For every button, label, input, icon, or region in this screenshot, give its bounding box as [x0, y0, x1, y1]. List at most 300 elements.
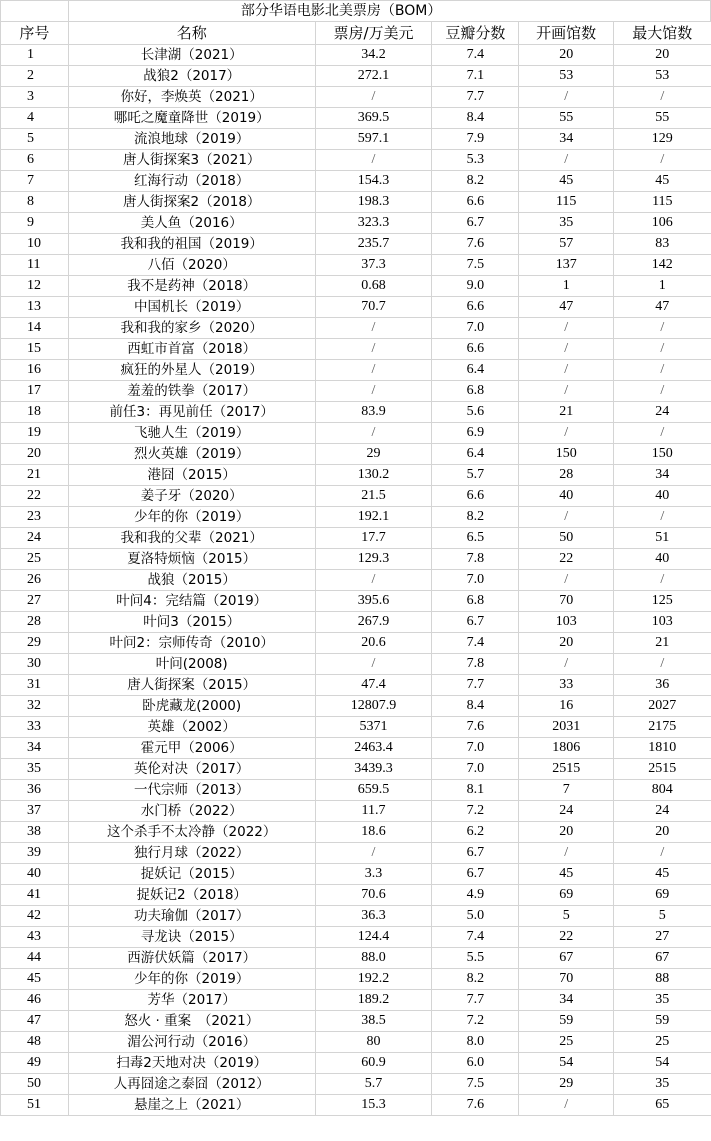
opening-theaters-cell[interactable]: 67 — [519, 948, 614, 969]
opening-theaters-cell[interactable]: / — [519, 360, 614, 381]
table-title[interactable]: 部分华语电影北美票房（BOM） — [68, 1, 710, 22]
row-index-cell[interactable]: 27 — [1, 591, 69, 612]
max-theaters-cell[interactable]: 27 — [614, 927, 711, 948]
movie-name-cell[interactable]: 战狼2（2017） — [68, 66, 315, 87]
movie-name-cell[interactable]: 我和我的祖国（2019） — [68, 234, 315, 255]
box-office-cell[interactable]: 18.6 — [315, 822, 432, 843]
max-theaters-cell[interactable]: / — [614, 339, 711, 360]
douban-score-cell[interactable]: 7.1 — [432, 66, 519, 87]
row-index-cell[interactable]: 26 — [1, 570, 69, 591]
row-index-cell[interactable]: 6 — [1, 150, 69, 171]
row-index-cell[interactable]: 15 — [1, 339, 69, 360]
row-index-cell[interactable]: 36 — [1, 780, 69, 801]
row-index-cell[interactable]: 25 — [1, 549, 69, 570]
box-office-cell[interactable]: 12807.9 — [315, 696, 432, 717]
row-index-cell[interactable]: 21 — [1, 465, 69, 486]
max-theaters-cell[interactable]: 69 — [614, 885, 711, 906]
row-index-cell[interactable]: 23 — [1, 507, 69, 528]
douban-score-cell[interactable]: 7.0 — [432, 570, 519, 591]
opening-theaters-cell[interactable]: 16 — [519, 696, 614, 717]
movie-name-cell[interactable]: 芳华（2017） — [68, 990, 315, 1011]
header-opening-theaters[interactable]: 开画馆数 — [519, 22, 614, 45]
opening-theaters-cell[interactable]: / — [519, 507, 614, 528]
max-theaters-cell[interactable]: 106 — [614, 213, 711, 234]
box-office-cell[interactable]: 70.6 — [315, 885, 432, 906]
movie-name-cell[interactable]: 这个杀手不太冷静（2022） — [68, 822, 315, 843]
max-theaters-cell[interactable]: / — [614, 423, 711, 444]
opening-theaters-cell[interactable]: 1 — [519, 276, 614, 297]
row-index-cell[interactable]: 10 — [1, 234, 69, 255]
max-theaters-cell[interactable]: 1 — [614, 276, 711, 297]
douban-score-cell[interactable]: 7.5 — [432, 1074, 519, 1095]
opening-theaters-cell[interactable]: / — [519, 339, 614, 360]
movie-name-cell[interactable]: 美人鱼（2016） — [68, 213, 315, 234]
max-theaters-cell[interactable]: 35 — [614, 1074, 711, 1095]
douban-score-cell[interactable]: 6.6 — [432, 486, 519, 507]
max-theaters-cell[interactable]: 125 — [614, 591, 711, 612]
douban-score-cell[interactable]: 8.1 — [432, 780, 519, 801]
max-theaters-cell[interactable]: 88 — [614, 969, 711, 990]
douban-score-cell[interactable]: 8.2 — [432, 969, 519, 990]
header-max-theaters[interactable]: 最大馆数 — [614, 22, 711, 45]
opening-theaters-cell[interactable]: 21 — [519, 402, 614, 423]
movie-name-cell[interactable]: 战狼（2015） — [68, 570, 315, 591]
opening-theaters-cell[interactable]: 54 — [519, 1053, 614, 1074]
opening-theaters-cell[interactable]: 55 — [519, 108, 614, 129]
douban-score-cell[interactable]: 5.6 — [432, 402, 519, 423]
row-index-cell[interactable]: 39 — [1, 843, 69, 864]
douban-score-cell[interactable]: 5.0 — [432, 906, 519, 927]
max-theaters-cell[interactable]: 1810 — [614, 738, 711, 759]
box-office-cell[interactable]: 34.2 — [315, 45, 432, 66]
max-theaters-cell[interactable]: 2027 — [614, 696, 711, 717]
max-theaters-cell[interactable]: 51 — [614, 528, 711, 549]
row-index-cell[interactable]: 22 — [1, 486, 69, 507]
douban-score-cell[interactable]: 7.5 — [432, 255, 519, 276]
box-office-cell[interactable]: / — [315, 150, 432, 171]
opening-theaters-cell[interactable]: / — [519, 654, 614, 675]
douban-score-cell[interactable]: 5.3 — [432, 150, 519, 171]
douban-score-cell[interactable]: 6.7 — [432, 612, 519, 633]
row-index-cell[interactable]: 29 — [1, 633, 69, 654]
max-theaters-cell[interactable]: 129 — [614, 129, 711, 150]
douban-score-cell[interactable]: 9.0 — [432, 276, 519, 297]
opening-theaters-cell[interactable]: / — [519, 843, 614, 864]
max-theaters-cell[interactable]: / — [614, 318, 711, 339]
row-index-cell[interactable]: 47 — [1, 1011, 69, 1032]
movie-name-cell[interactable]: 卧虎藏龙(2000) — [68, 696, 315, 717]
box-office-cell[interactable]: 154.3 — [315, 171, 432, 192]
max-theaters-cell[interactable]: 142 — [614, 255, 711, 276]
movie-name-cell[interactable]: 霍元甲（2006） — [68, 738, 315, 759]
movie-name-cell[interactable]: 湄公河行动（2016） — [68, 1032, 315, 1053]
opening-theaters-cell[interactable]: 45 — [519, 864, 614, 885]
header-index[interactable]: 序号 — [1, 22, 69, 45]
row-index-cell[interactable]: 40 — [1, 864, 69, 885]
opening-theaters-cell[interactable]: 1806 — [519, 738, 614, 759]
movie-name-cell[interactable]: 你好，李焕英（2021） — [68, 87, 315, 108]
box-office-cell[interactable]: 267.9 — [315, 612, 432, 633]
box-office-cell[interactable]: 80 — [315, 1032, 432, 1053]
row-index-cell[interactable]: 38 — [1, 822, 69, 843]
douban-score-cell[interactable]: 7.2 — [432, 801, 519, 822]
box-office-cell[interactable]: 36.3 — [315, 906, 432, 927]
box-office-cell[interactable]: 323.3 — [315, 213, 432, 234]
box-office-cell[interactable]: 192.1 — [315, 507, 432, 528]
douban-score-cell[interactable]: 7.0 — [432, 738, 519, 759]
box-office-cell[interactable]: 38.5 — [315, 1011, 432, 1032]
box-office-cell[interactable]: / — [315, 360, 432, 381]
douban-score-cell[interactable]: 5.5 — [432, 948, 519, 969]
row-index-cell[interactable]: 16 — [1, 360, 69, 381]
movie-name-cell[interactable]: 我和我的家乡（2020） — [68, 318, 315, 339]
box-office-cell[interactable]: 272.1 — [315, 66, 432, 87]
max-theaters-cell[interactable]: 24 — [614, 402, 711, 423]
movie-name-cell[interactable]: 西虹市首富（2018） — [68, 339, 315, 360]
opening-theaters-cell[interactable]: 50 — [519, 528, 614, 549]
movie-name-cell[interactable]: 扫毒2天地对决（2019） — [68, 1053, 315, 1074]
row-index-cell[interactable]: 4 — [1, 108, 69, 129]
max-theaters-cell[interactable]: 59 — [614, 1011, 711, 1032]
opening-theaters-cell[interactable]: 57 — [519, 234, 614, 255]
movie-name-cell[interactable]: 英雄（2002） — [68, 717, 315, 738]
douban-score-cell[interactable]: 8.4 — [432, 696, 519, 717]
row-index-cell[interactable]: 5 — [1, 129, 69, 150]
opening-theaters-cell[interactable]: 35 — [519, 213, 614, 234]
max-theaters-cell[interactable]: 115 — [614, 192, 711, 213]
movie-name-cell[interactable]: 西游伏妖篇（2017） — [68, 948, 315, 969]
douban-score-cell[interactable]: 8.2 — [432, 507, 519, 528]
max-theaters-cell[interactable]: / — [614, 381, 711, 402]
opening-theaters-cell[interactable]: 103 — [519, 612, 614, 633]
max-theaters-cell[interactable]: 36 — [614, 675, 711, 696]
box-office-cell[interactable]: 5.7 — [315, 1074, 432, 1095]
box-office-cell[interactable]: 88.0 — [315, 948, 432, 969]
movie-name-cell[interactable]: 独行月球（2022） — [68, 843, 315, 864]
movie-name-cell[interactable]: 叶问2：宗师传奇（2010） — [68, 633, 315, 654]
opening-theaters-cell[interactable]: 33 — [519, 675, 614, 696]
row-index-cell[interactable]: 37 — [1, 801, 69, 822]
box-office-cell[interactable]: 3439.3 — [315, 759, 432, 780]
douban-score-cell[interactable]: 6.4 — [432, 360, 519, 381]
max-theaters-cell[interactable]: 53 — [614, 66, 711, 87]
opening-theaters-cell[interactable]: / — [519, 423, 614, 444]
douban-score-cell[interactable]: 6.9 — [432, 423, 519, 444]
row-index-cell[interactable]: 7 — [1, 171, 69, 192]
douban-score-cell[interactable]: 7.2 — [432, 1011, 519, 1032]
opening-theaters-cell[interactable]: 2031 — [519, 717, 614, 738]
box-office-cell[interactable]: 29 — [315, 444, 432, 465]
box-office-cell[interactable]: 597.1 — [315, 129, 432, 150]
box-office-cell[interactable]: / — [315, 654, 432, 675]
max-theaters-cell[interactable]: 35 — [614, 990, 711, 1011]
opening-theaters-cell[interactable]: 34 — [519, 990, 614, 1011]
box-office-cell[interactable]: 37.3 — [315, 255, 432, 276]
max-theaters-cell[interactable]: / — [614, 150, 711, 171]
max-theaters-cell[interactable]: 67 — [614, 948, 711, 969]
box-office-cell[interactable]: 47.4 — [315, 675, 432, 696]
douban-score-cell[interactable]: 6.7 — [432, 864, 519, 885]
box-office-cell[interactable]: 395.6 — [315, 591, 432, 612]
row-index-cell[interactable]: 48 — [1, 1032, 69, 1053]
opening-theaters-cell[interactable]: 34 — [519, 129, 614, 150]
movie-name-cell[interactable]: 叶问(2008) — [68, 654, 315, 675]
movie-name-cell[interactable]: 烈火英雄（2019） — [68, 444, 315, 465]
opening-theaters-cell[interactable]: 22 — [519, 927, 614, 948]
row-index-cell[interactable]: 18 — [1, 402, 69, 423]
douban-score-cell[interactable]: 6.0 — [432, 1053, 519, 1074]
douban-score-cell[interactable]: 6.6 — [432, 297, 519, 318]
opening-theaters-cell[interactable]: 25 — [519, 1032, 614, 1053]
movie-name-cell[interactable]: 水门桥（2022） — [68, 801, 315, 822]
opening-theaters-cell[interactable]: 137 — [519, 255, 614, 276]
douban-score-cell[interactable]: 7.9 — [432, 129, 519, 150]
max-theaters-cell[interactable]: / — [614, 843, 711, 864]
opening-theaters-cell[interactable]: 5 — [519, 906, 614, 927]
douban-score-cell[interactable]: 6.8 — [432, 591, 519, 612]
max-theaters-cell[interactable]: 2175 — [614, 717, 711, 738]
box-office-cell[interactable]: / — [315, 423, 432, 444]
douban-score-cell[interactable]: 7.4 — [432, 927, 519, 948]
movie-name-cell[interactable]: 怒火 · 重案 （2021） — [68, 1011, 315, 1032]
douban-score-cell[interactable]: 5.7 — [432, 465, 519, 486]
movie-name-cell[interactable]: 悬崖之上（2021） — [68, 1095, 315, 1116]
box-office-cell[interactable]: 235.7 — [315, 234, 432, 255]
movie-name-cell[interactable]: 疯狂的外星人（2019） — [68, 360, 315, 381]
max-theaters-cell[interactable]: / — [614, 507, 711, 528]
movie-name-cell[interactable]: 唐人街探案（2015） — [68, 675, 315, 696]
movie-name-cell[interactable]: 八佰（2020） — [68, 255, 315, 276]
empty-cell[interactable] — [1, 1, 69, 22]
opening-theaters-cell[interactable]: 24 — [519, 801, 614, 822]
movie-name-cell[interactable]: 我和我的父辈（2021） — [68, 528, 315, 549]
opening-theaters-cell[interactable]: 20 — [519, 633, 614, 654]
opening-theaters-cell[interactable]: 150 — [519, 444, 614, 465]
movie-name-cell[interactable]: 捉妖记（2015） — [68, 864, 315, 885]
row-index-cell[interactable]: 20 — [1, 444, 69, 465]
opening-theaters-cell[interactable]: 2515 — [519, 759, 614, 780]
movie-name-cell[interactable]: 前任3：再见前任（2017） — [68, 402, 315, 423]
max-theaters-cell[interactable]: 34 — [614, 465, 711, 486]
max-theaters-cell[interactable]: 103 — [614, 612, 711, 633]
movie-name-cell[interactable]: 红海行动（2018） — [68, 171, 315, 192]
header-name[interactable]: 名称 — [68, 22, 315, 45]
douban-score-cell[interactable]: 7.6 — [432, 234, 519, 255]
max-theaters-cell[interactable]: 47 — [614, 297, 711, 318]
opening-theaters-cell[interactable]: 53 — [519, 66, 614, 87]
movie-name-cell[interactable]: 飞驰人生（2019） — [68, 423, 315, 444]
opening-theaters-cell[interactable]: 7 — [519, 780, 614, 801]
douban-score-cell[interactable]: 6.7 — [432, 213, 519, 234]
movie-name-cell[interactable]: 哪吒之魔童降世（2019） — [68, 108, 315, 129]
box-office-cell[interactable]: 17.7 — [315, 528, 432, 549]
row-index-cell[interactable]: 50 — [1, 1074, 69, 1095]
douban-score-cell[interactable]: 7.6 — [432, 1095, 519, 1116]
row-index-cell[interactable]: 30 — [1, 654, 69, 675]
movie-name-cell[interactable]: 叶问4：完结篇（2019） — [68, 591, 315, 612]
box-office-cell[interactable]: / — [315, 570, 432, 591]
max-theaters-cell[interactable]: 40 — [614, 549, 711, 570]
opening-theaters-cell[interactable]: / — [519, 150, 614, 171]
row-index-cell[interactable]: 17 — [1, 381, 69, 402]
movie-name-cell[interactable]: 少年的你（2019） — [68, 969, 315, 990]
max-theaters-cell[interactable]: 65 — [614, 1095, 711, 1116]
opening-theaters-cell[interactable]: / — [519, 87, 614, 108]
box-office-cell[interactable]: 2463.4 — [315, 738, 432, 759]
box-office-cell[interactable]: 83.9 — [315, 402, 432, 423]
douban-score-cell[interactable]: 6.6 — [432, 192, 519, 213]
box-office-cell[interactable]: 20.6 — [315, 633, 432, 654]
douban-score-cell[interactable]: 4.9 — [432, 885, 519, 906]
movie-name-cell[interactable]: 唐人街探案3（2021） — [68, 150, 315, 171]
max-theaters-cell[interactable]: 2515 — [614, 759, 711, 780]
box-office-cell[interactable]: 21.5 — [315, 486, 432, 507]
opening-theaters-cell[interactable]: 29 — [519, 1074, 614, 1095]
opening-theaters-cell[interactable]: / — [519, 1095, 614, 1116]
movie-name-cell[interactable]: 流浪地球（2019） — [68, 129, 315, 150]
douban-score-cell[interactable]: 7.8 — [432, 654, 519, 675]
max-theaters-cell[interactable]: 20 — [614, 822, 711, 843]
douban-score-cell[interactable]: 7.4 — [432, 633, 519, 654]
douban-score-cell[interactable]: 7.4 — [432, 45, 519, 66]
row-index-cell[interactable]: 45 — [1, 969, 69, 990]
movie-name-cell[interactable]: 一代宗师（2013） — [68, 780, 315, 801]
box-office-cell[interactable]: / — [315, 87, 432, 108]
box-office-cell[interactable]: / — [315, 381, 432, 402]
row-index-cell[interactable]: 42 — [1, 906, 69, 927]
row-index-cell[interactable]: 24 — [1, 528, 69, 549]
movie-name-cell[interactable]: 捉妖记2（2018） — [68, 885, 315, 906]
max-theaters-cell[interactable]: 150 — [614, 444, 711, 465]
max-theaters-cell[interactable]: 45 — [614, 171, 711, 192]
max-theaters-cell[interactable]: 20 — [614, 45, 711, 66]
header-douban-score[interactable]: 豆瓣分数 — [432, 22, 519, 45]
douban-score-cell[interactable]: 6.5 — [432, 528, 519, 549]
row-index-cell[interactable]: 1 — [1, 45, 69, 66]
row-index-cell[interactable]: 43 — [1, 927, 69, 948]
movie-name-cell[interactable]: 寻龙诀（2015） — [68, 927, 315, 948]
movie-name-cell[interactable]: 叶问3（2015） — [68, 612, 315, 633]
row-index-cell[interactable]: 13 — [1, 297, 69, 318]
row-index-cell[interactable]: 2 — [1, 66, 69, 87]
douban-score-cell[interactable]: 7.7 — [432, 87, 519, 108]
max-theaters-cell[interactable]: 21 — [614, 633, 711, 654]
box-office-cell[interactable]: 198.3 — [315, 192, 432, 213]
opening-theaters-cell[interactable]: 115 — [519, 192, 614, 213]
douban-score-cell[interactable]: 7.6 — [432, 717, 519, 738]
box-office-cell[interactable]: 15.3 — [315, 1095, 432, 1116]
row-index-cell[interactable]: 49 — [1, 1053, 69, 1074]
max-theaters-cell[interactable]: / — [614, 654, 711, 675]
movie-name-cell[interactable]: 英伦对决（2017） — [68, 759, 315, 780]
opening-theaters-cell[interactable]: / — [519, 318, 614, 339]
max-theaters-cell[interactable]: / — [614, 570, 711, 591]
box-office-cell[interactable]: / — [315, 318, 432, 339]
opening-theaters-cell[interactable]: 20 — [519, 822, 614, 843]
opening-theaters-cell[interactable]: / — [519, 381, 614, 402]
row-index-cell[interactable]: 9 — [1, 213, 69, 234]
row-index-cell[interactable]: 41 — [1, 885, 69, 906]
opening-theaters-cell[interactable]: 70 — [519, 969, 614, 990]
row-index-cell[interactable]: 8 — [1, 192, 69, 213]
max-theaters-cell[interactable]: 55 — [614, 108, 711, 129]
opening-theaters-cell[interactable]: 70 — [519, 591, 614, 612]
douban-score-cell[interactable]: 6.7 — [432, 843, 519, 864]
max-theaters-cell[interactable]: 25 — [614, 1032, 711, 1053]
max-theaters-cell[interactable]: 45 — [614, 864, 711, 885]
opening-theaters-cell[interactable]: 40 — [519, 486, 614, 507]
max-theaters-cell[interactable]: 83 — [614, 234, 711, 255]
opening-theaters-cell[interactable]: 28 — [519, 465, 614, 486]
box-office-cell[interactable]: 369.5 — [315, 108, 432, 129]
box-office-cell[interactable]: / — [315, 843, 432, 864]
box-office-cell[interactable]: 3.3 — [315, 864, 432, 885]
opening-theaters-cell[interactable]: 69 — [519, 885, 614, 906]
box-office-cell[interactable]: 11.7 — [315, 801, 432, 822]
douban-score-cell[interactable]: 6.6 — [432, 339, 519, 360]
row-index-cell[interactable]: 12 — [1, 276, 69, 297]
max-theaters-cell[interactable]: / — [614, 87, 711, 108]
movie-name-cell[interactable]: 中国机长（2019） — [68, 297, 315, 318]
movie-name-cell[interactable]: 姜子牙（2020） — [68, 486, 315, 507]
douban-score-cell[interactable]: 8.0 — [432, 1032, 519, 1053]
box-office-cell[interactable]: 659.5 — [315, 780, 432, 801]
box-office-cell[interactable]: 129.3 — [315, 549, 432, 570]
row-index-cell[interactable]: 35 — [1, 759, 69, 780]
movie-name-cell[interactable]: 羞羞的铁拳（2017） — [68, 381, 315, 402]
row-index-cell[interactable]: 19 — [1, 423, 69, 444]
row-index-cell[interactable]: 31 — [1, 675, 69, 696]
movie-name-cell[interactable]: 港囧（2015） — [68, 465, 315, 486]
movie-name-cell[interactable]: 长津湖（2021） — [68, 45, 315, 66]
row-index-cell[interactable]: 28 — [1, 612, 69, 633]
box-office-cell[interactable]: 189.2 — [315, 990, 432, 1011]
row-index-cell[interactable]: 51 — [1, 1095, 69, 1116]
box-office-cell[interactable]: 0.68 — [315, 276, 432, 297]
box-office-cell[interactable]: 60.9 — [315, 1053, 432, 1074]
douban-score-cell[interactable]: 6.2 — [432, 822, 519, 843]
box-office-cell[interactable]: / — [315, 339, 432, 360]
douban-score-cell[interactable]: 6.8 — [432, 381, 519, 402]
douban-score-cell[interactable]: 7.7 — [432, 990, 519, 1011]
douban-score-cell[interactable]: 8.2 — [432, 171, 519, 192]
max-theaters-cell[interactable]: / — [614, 360, 711, 381]
row-index-cell[interactable]: 33 — [1, 717, 69, 738]
opening-theaters-cell[interactable]: 22 — [519, 549, 614, 570]
row-index-cell[interactable]: 3 — [1, 87, 69, 108]
movie-name-cell[interactable]: 唐人街探案2（2018） — [68, 192, 315, 213]
movie-name-cell[interactable]: 我不是药神（2018） — [68, 276, 315, 297]
douban-score-cell[interactable]: 8.4 — [432, 108, 519, 129]
max-theaters-cell[interactable]: 40 — [614, 486, 711, 507]
row-index-cell[interactable]: 32 — [1, 696, 69, 717]
row-index-cell[interactable]: 46 — [1, 990, 69, 1011]
movie-name-cell[interactable]: 少年的你（2019） — [68, 507, 315, 528]
movie-name-cell[interactable]: 人再囧途之泰囧（2012） — [68, 1074, 315, 1095]
max-theaters-cell[interactable]: 54 — [614, 1053, 711, 1074]
box-office-cell[interactable]: 124.4 — [315, 927, 432, 948]
opening-theaters-cell[interactable]: 47 — [519, 297, 614, 318]
max-theaters-cell[interactable]: 24 — [614, 801, 711, 822]
box-office-cell[interactable]: 5371 — [315, 717, 432, 738]
douban-score-cell[interactable]: 7.7 — [432, 675, 519, 696]
movie-name-cell[interactable]: 功夫瑜伽（2017） — [68, 906, 315, 927]
row-index-cell[interactable]: 34 — [1, 738, 69, 759]
box-office-cell[interactable]: 192.2 — [315, 969, 432, 990]
row-index-cell[interactable]: 14 — [1, 318, 69, 339]
box-office-cell[interactable]: 70.7 — [315, 297, 432, 318]
douban-score-cell[interactable]: 6.4 — [432, 444, 519, 465]
